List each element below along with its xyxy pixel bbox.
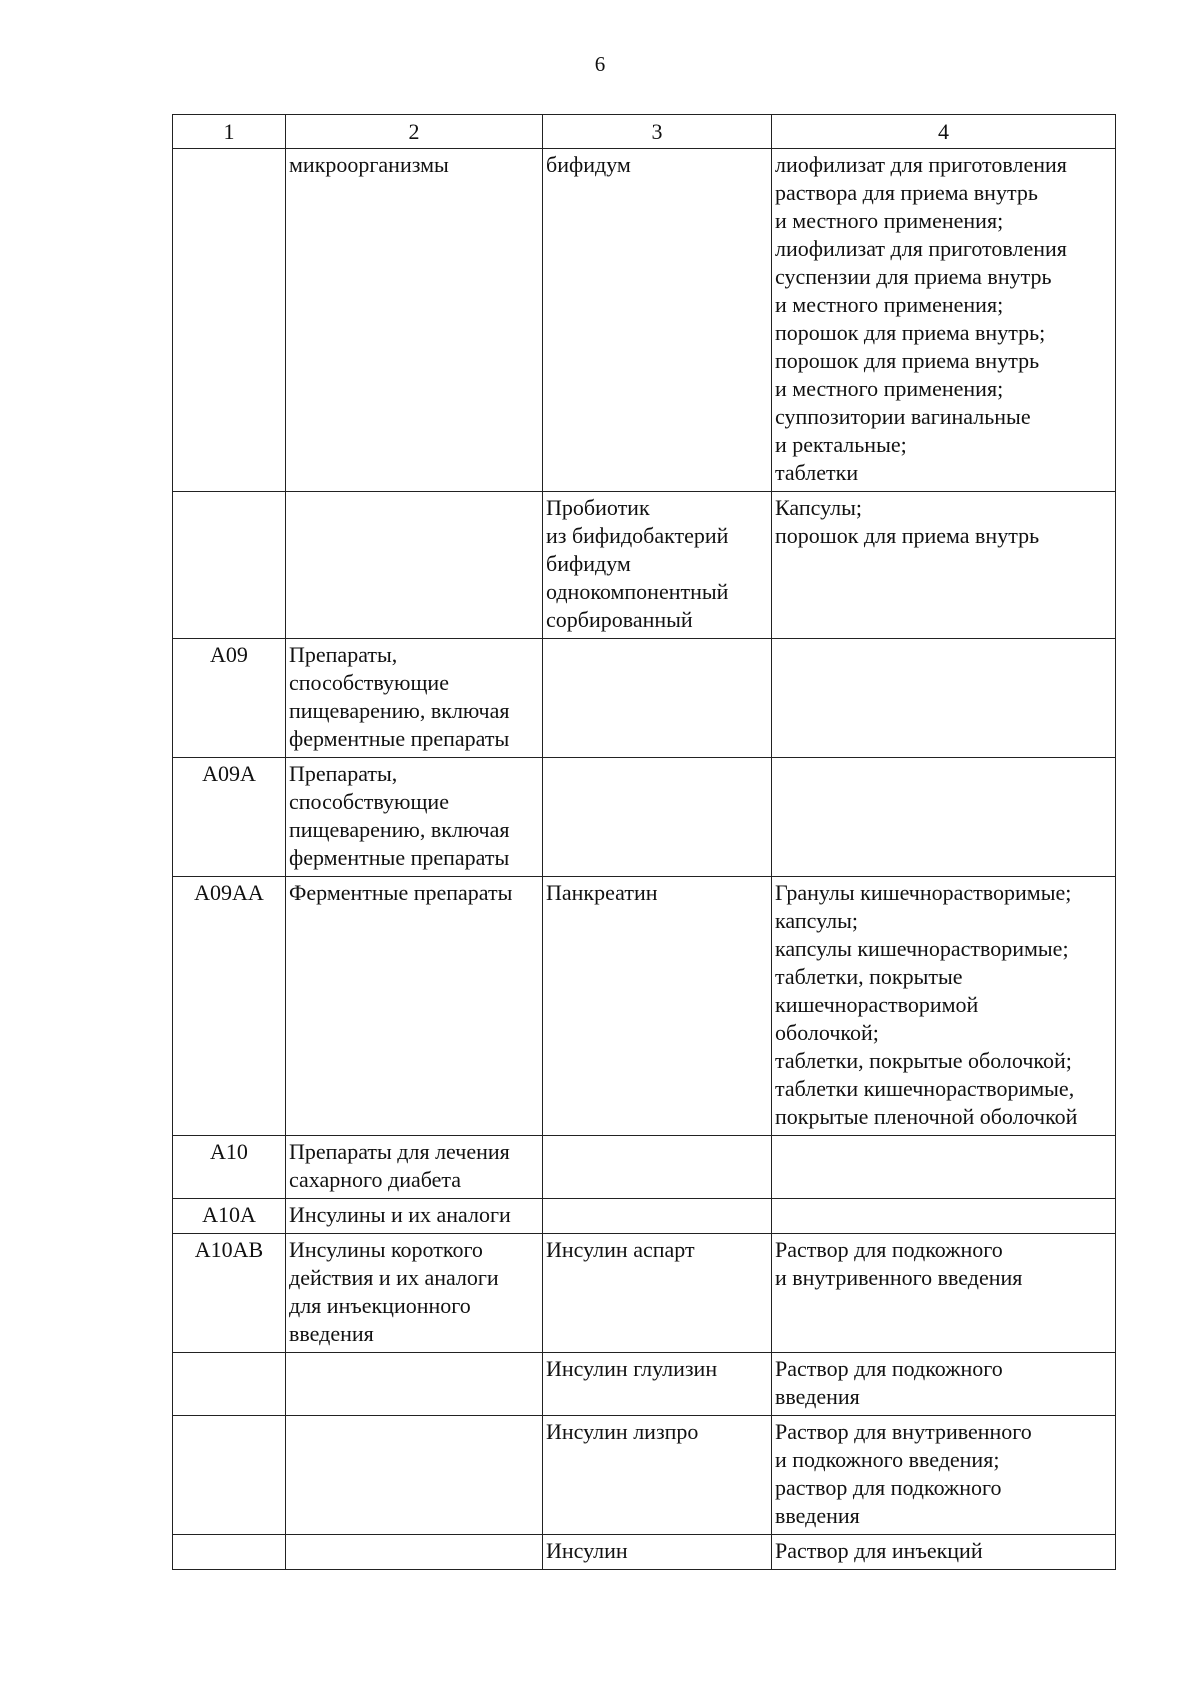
column-header-1: 1 (173, 115, 286, 149)
dosage-forms-cell (772, 1136, 1116, 1199)
table-row (173, 639, 1116, 758)
table-row (173, 1416, 1116, 1535)
table-row (173, 877, 1116, 1136)
page-number: 6 (594, 52, 606, 76)
dosage-forms-cell (772, 1199, 1116, 1234)
group-cell (286, 1416, 543, 1535)
table-row (173, 1136, 1116, 1199)
table-header (173, 115, 1116, 149)
group-cell: Препараты для лечения сахарного диабета (286, 1136, 543, 1199)
atc-code-cell: A10 (173, 1136, 286, 1199)
drug-cell: бифидум (543, 149, 772, 492)
group-cell: Препараты, способствующие пищеварению, включая ферментные препараты (286, 639, 543, 758)
group-cell: Препараты, способствующие пищеварению, включая ферментные препараты (286, 758, 543, 877)
dosage-forms-cell: Капсулы; порошок для приема внутрь (772, 492, 1116, 639)
table-row (173, 1234, 1116, 1353)
dosage-forms-cell (772, 758, 1116, 877)
atc-code-cell (173, 1416, 286, 1535)
dosage-forms-cell: Раствор для внутривенного и подкожного введения; раствор для подкожного введения (772, 1416, 1116, 1535)
group-cell: Ферментные препараты (286, 877, 543, 1136)
table-row (173, 1535, 1116, 1570)
dosage-forms-cell: Раствор для инъекций (772, 1535, 1116, 1570)
table-row (173, 149, 1116, 492)
dosage-forms-cell (772, 639, 1116, 758)
group-cell: Инсулины короткого действия и их аналоги для инъекционного введения (286, 1234, 543, 1353)
atc-code-cell: A10AB (173, 1234, 286, 1353)
dosage-forms-cell: Гранулы кишечнорастворимые; капсулы; капсулы кишечнорастворимые; таблетки, покрытые кишечнорастворимой оболочкой; таблетки, покрытые оболочкой; таблетки кишечнорастворимые, покрытые пленочной оболочкой (772, 877, 1116, 1136)
group-cell (286, 1353, 543, 1416)
atc-code-cell: A09A (173, 758, 286, 877)
atc-code-cell: A09AA (173, 877, 286, 1136)
drug-cell: Панкреатин (543, 877, 772, 1136)
drug-cell: Инсулин глулизин (543, 1353, 772, 1416)
table-row (173, 492, 1116, 639)
atc-code-cell (173, 149, 286, 492)
group-cell: Инсулины и их аналоги (286, 1199, 543, 1234)
group-cell (286, 492, 543, 639)
atc-code-cell (173, 1353, 286, 1416)
drug-cell: Инсулин лизпро (543, 1416, 772, 1535)
group-cell (286, 1535, 543, 1570)
atc-code-cell: A10A (173, 1199, 286, 1234)
drug-cell: Инсулин аспарт (543, 1234, 772, 1353)
drug-table (172, 114, 1116, 1570)
table-row (173, 758, 1116, 877)
column-header-3: 3 (543, 115, 772, 149)
dosage-forms-cell: Раствор для подкожного и внутривенного введения (772, 1234, 1116, 1353)
atc-code-cell (173, 1535, 286, 1570)
atc-code-cell: A09 (173, 639, 286, 758)
drug-cell: Пробиотик из бифидобактерий бифидум однокомпонентный сорбированный (543, 492, 772, 639)
atc-code-cell (173, 492, 286, 639)
dosage-forms-cell: Раствор для подкожного введения (772, 1353, 1116, 1416)
table-row (173, 1353, 1116, 1416)
column-header-4: 4 (772, 115, 1116, 149)
drug-cell: Инсулин (543, 1535, 772, 1570)
header-row (173, 115, 1116, 149)
table-row (173, 1199, 1116, 1234)
drug-cell (543, 1199, 772, 1234)
drug-cell (543, 1136, 772, 1199)
drug-cell (543, 639, 772, 758)
drug-cell (543, 758, 772, 877)
column-header-2: 2 (286, 115, 543, 149)
group-cell: микроорганизмы (286, 149, 543, 492)
table-body (173, 149, 1116, 1570)
dosage-forms-cell: лиофилизат для приготовления раствора для приема внутрь и местного применения; лиофилизат для приготовления суспензии для приема внутрь и местного применения; порошок для приема внутрь; порошок для приема внутрь и местного применения; суппозитории вагинальные и ректальные; таблетки (772, 149, 1116, 492)
